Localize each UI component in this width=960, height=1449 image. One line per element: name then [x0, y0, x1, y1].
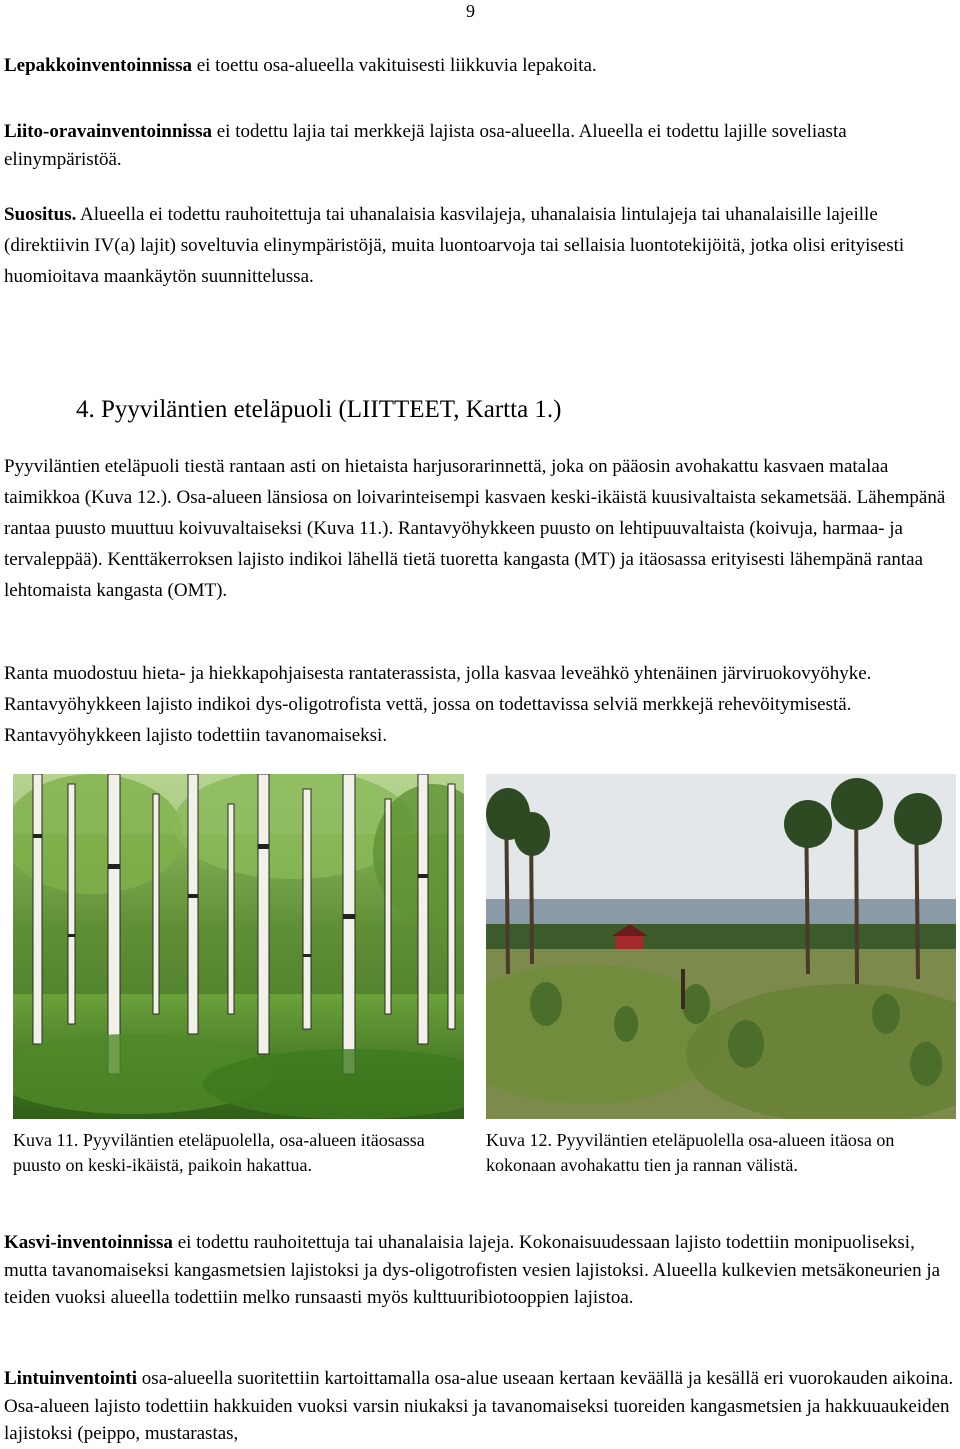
- birch-forest-photo: [13, 774, 464, 1119]
- bats-bold-term: Lepakkoinventoinnissa: [4, 55, 192, 76]
- bats-paragraph: [4, 52, 956, 80]
- recommendation-bold-term: Suositus.: [4, 204, 77, 225]
- plants-paragraph: [4, 1229, 956, 1312]
- page-number: 9: [466, 1, 475, 21]
- plants-text: ei todettu rauhoitettuja tai uhanalaisia lajeja. Kokonaisuudessaan lajisto todettiin monipuoliseksi, mutta tavanomaiseksi kangasmetsien lajistoksi ja dys-oligotrofisten vesien lajistoksi. Alueella kulkevien metsäkoneurien ja teiden vuoksi alueella todettiin melko runsaasti myös kulttuuribiotooppien lajistoa.: [4, 1232, 941, 1308]
- squirrel-paragraph: [4, 118, 956, 174]
- section-paragraph-1: Pyyviläntien eteläpuoli tiestä rantaan asti on hietaista harjusorarinnettä, joka on pääosin avohakattu kasvaen matalaa taimikkoa (Kuva 12.). Osa-alueen länsiosa on loivarinteisempi kasvaen keski-ikäistä kuusivaltaista sekametsää. Lähempänä rantaa puusto muuttuu koivuvaltaiseksi (Kuva 11.). Rantavyöhykkeen puusto on lehtipuuvaltaista (koivuja, harmaa- ja tervaleppää). Kenttäkerroksen lajisto indikoi lähellä tietä tuoretta kangasta (MT) ja itäosassa erityisesti lähempänä rantaa lehtomaista kangasta (OMT).: [4, 456, 946, 601]
- bats-text: ei toettu osa-alueella vakituisesti liikkuvia lepakoita.: [191, 55, 597, 76]
- left-photo-caption: Kuva 11. Pyyviläntien eteläpuolella, osa-alueen itäosassa puusto on keski-ikäistä, paikoin hakattua.: [13, 1130, 425, 1175]
- recommendation-paragraph: [4, 199, 956, 292]
- plants-bold-term: Kasvi-inventoinnissa: [4, 1232, 173, 1253]
- clearcut-photo: [486, 774, 956, 1119]
- birds-bold-term: Lintuinventointi: [4, 1368, 138, 1389]
- section-paragraph-2: Ranta muodostuu hieta- ja hiekkapohjaisesta rantaterassista, jolla kasvaa leveähkö yhtenäinen järviruokovyöhyke. Rantavyöhykkeen lajisto indikoi dys-oligotrofista vettä, jossa on todettavissa selviä merkkejä rehevöitymisestä. Rantavyöhykkeen lajisto todettiin tavanomaiseksi.: [4, 663, 872, 746]
- recommendation-text: Alueella ei todettu rauhoitettuja tai uhanalaisia kasvilajeja, uhanalaisia lintulajeja tai uhanalaisille lajeille (direktiivin IV(a) lajit) soveltuvia elinympäristöjä, muita luontoarvoja tai sellaisia luontotekijöitä, jotka olisi erityisesti huomioitava maankäytön suunnittelussa.: [4, 204, 905, 287]
- section-heading: 4. Pyyviläntien eteläpuoli (LIITTEET, Kartta 1.): [76, 396, 562, 423]
- right-photo-caption: Kuva 12. Pyyviläntien eteläpuolella osa-alueen itäosa on kokonaan avohakattu tien ja rannan välistä.: [486, 1130, 895, 1175]
- squirrel-bold-term: Liito-oravainventoinnissa: [4, 121, 212, 142]
- birds-text: osa-alueella suoritettiin kartoittamalla osa-alue useaan kertaan keväällä ja kesällä eri vuorokauden aikoina. Osa-alueen lajisto todettiin hakkuiden vuoksi varsin niukaksi ja tavanomaiseksi tuoreiden kangasmetsien ja hakkuuaukeiden lajistoksi (peippo, mustarastas,: [4, 1368, 954, 1444]
- squirrel-text: ei todettu lajia tai merkkejä lajista osa-alueella. Alueella ei todettu lajille soveliasta elinympäristöä.: [4, 121, 847, 170]
- birds-paragraph: [4, 1365, 956, 1448]
